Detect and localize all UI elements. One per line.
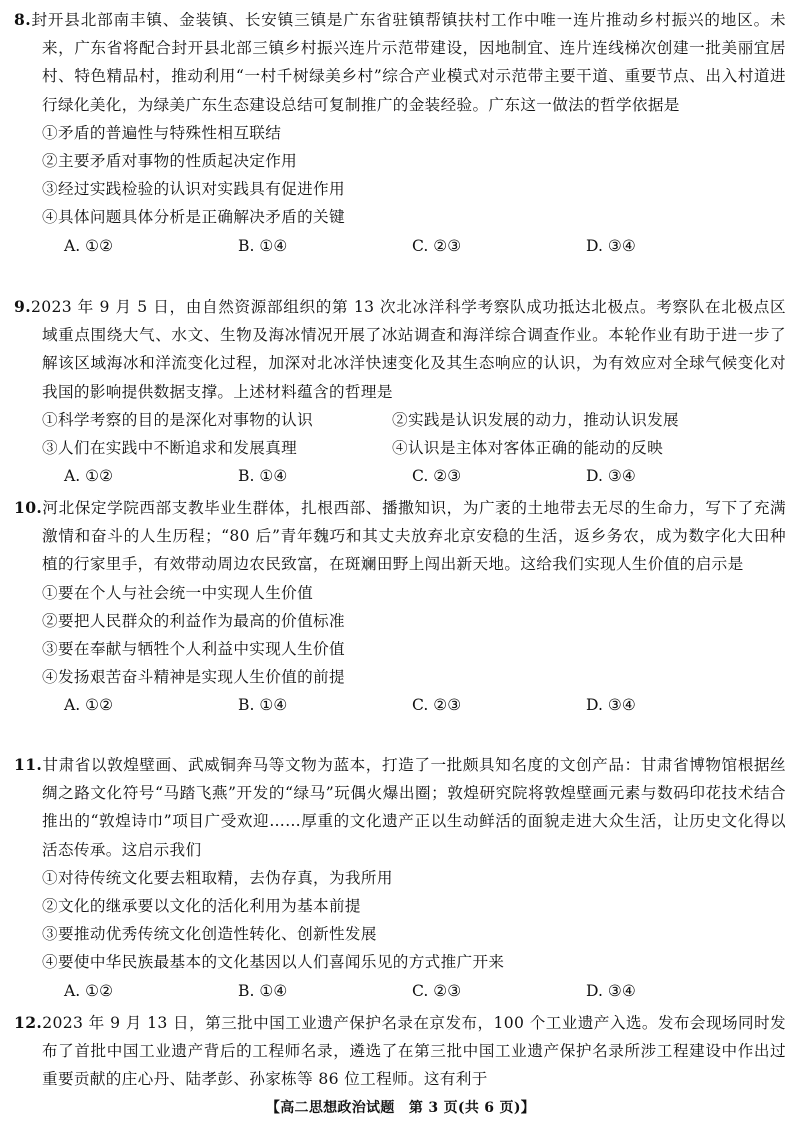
question-8-choice-d: D. ③④	[586, 236, 636, 255]
question-11-choice-b: B. ①④	[238, 981, 288, 1000]
question-10-statement-2: ②要把人民群众的利益作为最高的价值标准	[42, 611, 345, 630]
question-9-text: 2023 年 9 月 5 日，由自然资源部组织的第 13 次北冰洋科学考察队成功抵达北极点。考察队在北极点区域重点围绕大气、水文、生物及海冰情况开展了冰站调查和海洋综合调查作业。本轮作业有助于进一步了解该区域海冰和洋流变化过程，加深对北冰洋快速变化及其生态响应的认识，为有效应对全球气候变化对我国的影响提供数据支撑。上述材料蕴含的哲理是	[30, 298, 786, 401]
question-8-statement-4: ④具体问题具体分析是正确解决矛盾的关键	[42, 208, 345, 227]
question-10-statement-3: ③要在奉献与牺牲个人利益中实现人生价值	[42, 640, 345, 659]
question-8-choice-c: C. ②③	[412, 236, 462, 255]
question-8-text: 封开县北部南丰镇、金装镇、长安镇三镇是广东省驻镇帮镇扶村工作中唯一连片推动乡村振兴的地区。未来，广东省将配合封开县北部三镇乡村振兴连片示范带建设，因地制宜、连片连线梯次创建一批美丽宜居村、特色精品村，推动利用“一村千树绿美乡村”综合产业模式对示范带主要干道、重要节点、出入村道进行绿化美化，为绿美广东生态建设总结可复制推广的金装经验。广东这一做法的哲学依据是	[30, 11, 786, 114]
question-9-choice-b: B. ①④	[238, 467, 288, 486]
question-11-choice-c: C. ②③	[412, 981, 462, 1000]
question-10-number: 10.	[14, 498, 43, 517]
question-11-statement-3: ③要推动优秀传统文化创造性转化、创新性发展	[42, 925, 377, 944]
question-9	[14, 293, 786, 490]
question-9-stem	[14, 293, 786, 406]
question-10	[14, 494, 786, 720]
question-10-choice-c: C. ②③	[412, 696, 462, 715]
question-11-statement-4: ④要使中华民族最基本的文化基因以人们喜闻乐见的方式推广开来	[42, 953, 505, 972]
question-9-choice-d: D. ③④	[586, 467, 636, 486]
question-12-stem	[14, 1009, 786, 1094]
question-11-statement-1: ①对待传统文化要去粗取精，去伪存真，为我所用	[42, 868, 393, 887]
question-11-statement-2: ②文化的继承要以文化的活化利用为基本前提	[42, 897, 361, 916]
question-9-statements-row-1	[14, 406, 786, 434]
question-8-statement-3: ③经过实践检验的认识对实践具有促进作用	[42, 180, 345, 199]
question-10-choices	[14, 691, 786, 719]
question-9-choice-a: A. ①②	[64, 467, 114, 486]
question-8-statement-1: ①矛盾的普遍性与特殊性相互联结	[42, 123, 282, 142]
question-9-choice-c: C. ②③	[412, 467, 462, 486]
question-8-statement-2: ②主要矛盾对事物的性质起决定作用	[42, 152, 298, 171]
question-10-text: 河北保定学院西部支教毕业生群体，扎根西部、播撒知识，为广袤的土地带去无尽的生命力，写下了充满激情和奋斗的人生历程；“80 后”青年魏巧和其丈夫放弃北京安稳的生活，返乡务农，成为数字化大田种植的行家里手，有效带动周边农民致富，在斑斓田野上闯出新天地。这给我们实现人生价值的启示是	[42, 499, 786, 574]
question-9-statement-3: ③人们在实践中不断追求和发展真理	[42, 439, 298, 458]
question-12-text: 2023 年 9 月 13 日，第三批中国工业遗产保护名录在京发布，100 个工业遗产入选。发布会现场同时发布了首批中国工业遗产背后的工程师名录，遴选了在第三批中国工业遗产保护名录所涉工程建设中作出过重要贡献的庄心丹、陆孝彭、孙家栋等 86 位工程师。这有利于	[42, 1014, 786, 1089]
page-footer: 【高二思想政治试题 第 3 页(共 6 页)】	[265, 1100, 536, 1116]
question-11-text: 甘肃省以敦煌壁画、武威铜奔马等文物为蓝本，打造了一批颇具知名度的文创产品：甘肃省博物馆根据丝绸之路文化符号“马踏飞燕”开发的“绿马”玩偶火爆出圈；敦煌研究院将敦煌壁画元素与数码印花技术结合推出的“敦煌诗巾”项目广受欢迎……厚重的文化遗产正以生动鲜活的面貌走进大众生活，让历史文化得以活态传承。这启示我们	[42, 756, 786, 859]
question-11-stem	[14, 751, 786, 864]
question-11-choices	[14, 977, 786, 1005]
question-8-number: 8.	[14, 10, 31, 29]
question-10-statement-4: ④发扬艰苦奋斗精神是实现人生价值的前提	[42, 668, 345, 687]
question-9-statement-2: ②实践是认识发展的动力，推动认识发展	[392, 410, 679, 429]
question-11	[14, 751, 786, 1005]
question-8-choices	[14, 232, 786, 260]
question-11-choice-d: D. ③④	[586, 981, 636, 1000]
question-10-choice-d: D. ③④	[586, 696, 636, 715]
question-10-choice-a: A. ①②	[64, 696, 114, 715]
question-8-choice-b: B. ①④	[238, 236, 288, 255]
question-11-choice-a: A. ①②	[64, 981, 114, 1000]
question-12	[14, 1009, 786, 1094]
question-9-choices	[14, 462, 786, 490]
question-8-stem	[14, 6, 786, 119]
question-9-statements-row-2	[14, 434, 786, 462]
question-11-number: 11.	[14, 755, 43, 774]
question-12-number: 12.	[14, 1013, 43, 1032]
question-10-stem	[14, 494, 786, 579]
question-10-statement-1: ①要在个人与社会统一中实现人生价值	[42, 583, 314, 602]
question-9-statement-1: ①科学考察的目的是深化对事物的认识	[42, 410, 314, 429]
question-8-choice-a: A. ①②	[64, 236, 114, 255]
question-9-number: 9.	[14, 297, 31, 316]
question-10-choice-b: B. ①④	[238, 696, 288, 715]
question-8	[14, 6, 786, 260]
question-9-statement-4: ④认识是主体对客体正确的能动的反映	[392, 439, 664, 458]
